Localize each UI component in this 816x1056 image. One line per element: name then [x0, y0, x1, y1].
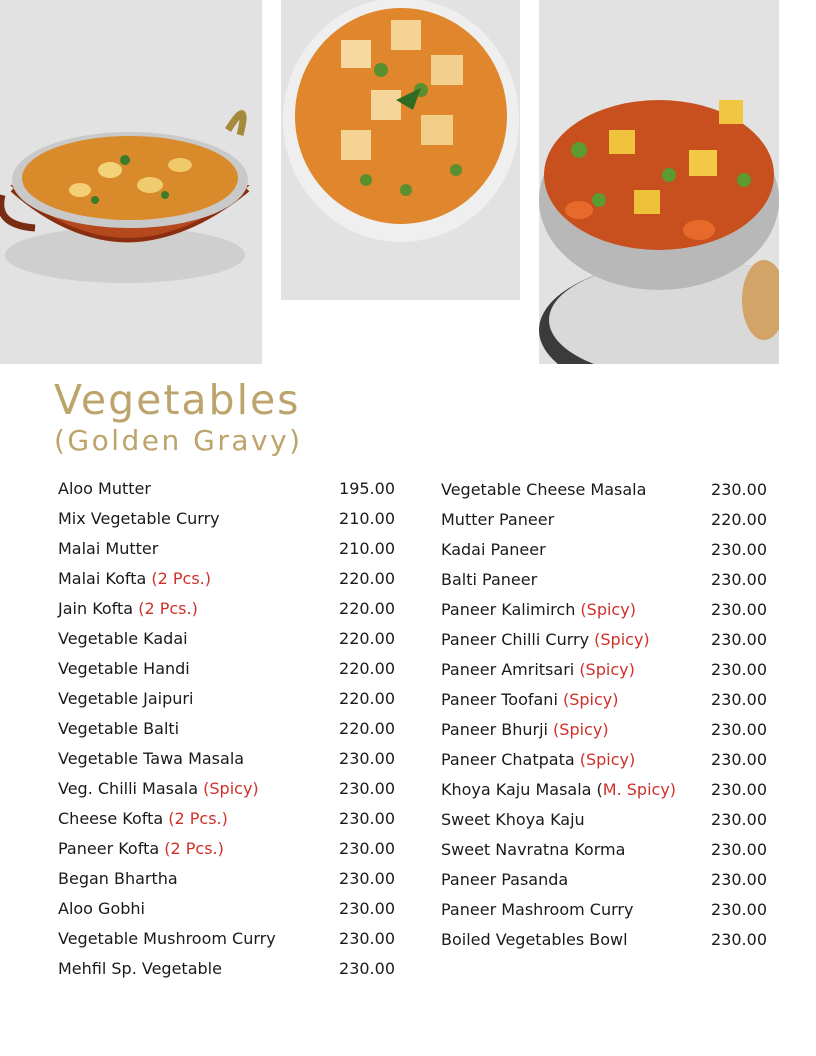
menu-item-price: 220.00 [339, 719, 395, 738]
section-title [54, 376, 303, 458]
menu-item-title: Mutter Paneer [441, 510, 555, 529]
menu-item-price: 230.00 [711, 750, 767, 769]
menu-item [58, 748, 395, 778]
menu-item [441, 599, 767, 629]
menu-item-name [441, 839, 625, 861]
menu-item-price: 220.00 [339, 629, 395, 648]
menu-item-note: (2 Pcs.) [168, 809, 228, 828]
menu-item-note: (Spicy) [203, 779, 259, 798]
menu-item [58, 928, 395, 958]
dish-photo-mutter-paneer [281, 0, 520, 300]
menu-item [441, 479, 767, 509]
menu-item [441, 659, 767, 689]
menu-item [58, 718, 395, 748]
menu-item-name [58, 628, 188, 650]
menu-item-price: 230.00 [711, 720, 767, 739]
menu-item-name [441, 629, 650, 651]
menu-item [58, 838, 395, 868]
menu-item [58, 898, 395, 928]
menu-item-name [441, 509, 554, 531]
menu-item-price: 230.00 [339, 929, 395, 948]
menu-item [441, 569, 767, 599]
menu-item-price: 230.00 [711, 540, 767, 559]
menu-item-title: Vegetable Cheese Masala [441, 480, 647, 499]
menu-item [58, 958, 395, 988]
menu-item-price: 220.00 [339, 689, 395, 708]
menu-item-note: (Spicy) [580, 600, 636, 619]
dish-photo-mix-vegetable [539, 0, 779, 364]
menu-column-right [441, 479, 767, 959]
menu-item-title: Boiled Vegetables Bowl [441, 930, 628, 949]
menu-item-title: Kadai Paneer [441, 540, 546, 559]
menu-item-price: 230.00 [711, 690, 767, 709]
menu-item [441, 509, 767, 539]
menu-item-name [58, 538, 158, 560]
menu-item-name [441, 689, 618, 711]
menu-item [58, 868, 395, 898]
menu-item-name [441, 479, 646, 501]
menu-item-name [441, 539, 546, 561]
menu-item-price: 230.00 [711, 480, 767, 499]
menu-item [58, 628, 395, 658]
menu-item-name [58, 598, 198, 620]
menu-item [441, 689, 767, 719]
menu-item-note: (Spicy) [579, 750, 636, 769]
menu-item [58, 598, 395, 628]
menu-item-price: 210.00 [339, 539, 395, 558]
dish-photo-kadai-paneer [0, 0, 262, 364]
menu-item-title: Vegetable Mushroom Curry [58, 929, 276, 948]
menu-item-name [441, 899, 633, 921]
menu-item-title: Paneer Amritsari [441, 660, 580, 679]
menu-item-title: Khoya Kaju Masala ( [441, 780, 603, 799]
menu-item-name [58, 808, 228, 830]
menu-item-price: 230.00 [711, 900, 767, 919]
menu-item-price: 230.00 [711, 600, 767, 619]
menu-item-name [58, 868, 178, 890]
menu-item-name [58, 658, 190, 680]
menu-item-name [441, 929, 628, 951]
menu-item-price: 230.00 [711, 570, 767, 589]
menu-item-price: 230.00 [711, 660, 767, 679]
menu-item-price: 195.00 [339, 479, 395, 498]
menu-item-note: (2 Pcs.) [164, 839, 224, 858]
menu-item-price: 230.00 [339, 959, 395, 978]
menu-item [441, 719, 767, 749]
menu-item-price: 230.00 [711, 840, 767, 859]
menu-item-price: 220.00 [711, 510, 767, 529]
menu-item-price: 230.00 [339, 899, 395, 918]
menu-item-title: Sweet Khoya Kaju [441, 810, 585, 829]
menu-item-note: (Spicy) [562, 690, 619, 709]
menu-item-price: 220.00 [339, 659, 395, 678]
menu-item-title: Vegetable Handi [58, 659, 190, 678]
menu-item-name [58, 508, 220, 530]
menu-item-price: 230.00 [711, 780, 767, 799]
menu-item-price: 220.00 [339, 569, 395, 588]
menu-item [441, 839, 767, 869]
menu-item [58, 568, 395, 598]
menu-item [58, 658, 395, 688]
menu-item-name [441, 779, 676, 801]
menu-item-name [58, 958, 222, 980]
menu-item [441, 779, 767, 809]
menu-item-name [58, 778, 259, 800]
menu-item-title: Paneer Chilli Curry [441, 630, 595, 649]
menu-item-note: (Spicy) [594, 630, 650, 649]
menu-item-price: 230.00 [339, 779, 395, 798]
menu-item [441, 749, 767, 779]
menu-item-name [58, 688, 193, 710]
menu-item-note: (2 Pcs.) [138, 599, 198, 618]
menu-item-title: Mix Vegetable Curry [58, 509, 220, 528]
menu-item-note: M. Spicy) [602, 780, 677, 799]
menu-item-title: Began Bhartha [58, 869, 178, 888]
menu-item-name [441, 659, 635, 681]
menu-item-title: Vegetable Kadai [58, 629, 188, 648]
menu-item-name [58, 478, 151, 500]
menu-item-title: Paneer Toofani [441, 690, 563, 709]
menu-item-name [58, 568, 211, 590]
menu-item-name [58, 898, 145, 920]
menu-item [58, 808, 395, 838]
menu-column-left [58, 478, 395, 988]
menu-item [441, 869, 767, 899]
section-title-main: Vegetables [54, 376, 301, 424]
menu-item-title: Paneer Mashroom Curry [441, 900, 634, 919]
menu-item-title: Paneer Pasanda [441, 870, 569, 889]
menu-item-title: Cheese Kofta [58, 809, 169, 828]
menu-item-title: Sweet Navratna Korma [441, 840, 626, 859]
menu-item-name [58, 838, 224, 860]
menu-item-price: 220.00 [339, 599, 395, 618]
menu-item-name [441, 719, 609, 741]
menu-item-price: 230.00 [711, 630, 767, 649]
menu-item-title: Jain Kofta [58, 599, 139, 618]
menu-item-title: Vegetable Jaipuri [58, 689, 194, 708]
menu-item-title: Balti Paneer [441, 570, 538, 589]
menu-item [441, 629, 767, 659]
menu-item-name [441, 569, 537, 591]
menu-item-title: Vegetable Tawa Masala [58, 749, 245, 768]
menu-item-price: 210.00 [339, 509, 395, 528]
menu-item-price: 230.00 [339, 749, 395, 768]
menu-item-name [58, 718, 179, 740]
menu-item [58, 508, 395, 538]
menu-item-title: Paneer Kalimirch [441, 600, 581, 619]
menu-item-title: Aloo Mutter [58, 479, 151, 498]
menu-item-title: Paneer Bhurji [441, 720, 554, 739]
menu-item-price: 230.00 [339, 839, 395, 858]
menu-item [58, 478, 395, 508]
menu-item [441, 809, 767, 839]
menu-item-price: 230.00 [711, 930, 767, 949]
menu-item-name [441, 749, 635, 771]
menu-item [441, 899, 767, 929]
menu-item-price: 230.00 [339, 809, 395, 828]
menu-item-price: 230.00 [339, 869, 395, 888]
menu-item-title: Aloo Gobhi [58, 899, 145, 918]
menu-item-note: (2 Pcs.) [151, 569, 212, 588]
menu-item-name [58, 748, 244, 770]
menu-item-title: Malai Mutter [58, 539, 159, 558]
menu-item-title: Paneer Chatpata [441, 750, 580, 769]
menu-item-note: (Spicy) [579, 660, 635, 679]
menu-item-title: Malai Kofta [58, 569, 152, 588]
section-title-sub: (Golden Gravy) [54, 424, 303, 457]
menu-item-price: 230.00 [711, 870, 767, 889]
menu-item [441, 929, 767, 959]
menu-item-title: Paneer Kofta [58, 839, 165, 858]
menu-item-name [441, 809, 585, 831]
menu-item-name [441, 869, 568, 891]
menu-item [58, 688, 395, 718]
menu-item [58, 778, 395, 808]
menu-item-title: Veg. Chilli Masala [58, 779, 204, 798]
menu-item-title: Vegetable Balti [58, 719, 180, 738]
menu-item-title: Mehfil Sp. Vegetable [58, 959, 222, 978]
menu-item-price: 230.00 [711, 810, 767, 829]
menu-item-name [58, 928, 276, 950]
menu-item [58, 538, 395, 568]
menu-item-name [441, 599, 636, 621]
menu-item [441, 539, 767, 569]
menu-item-note: (Spicy) [553, 720, 609, 739]
